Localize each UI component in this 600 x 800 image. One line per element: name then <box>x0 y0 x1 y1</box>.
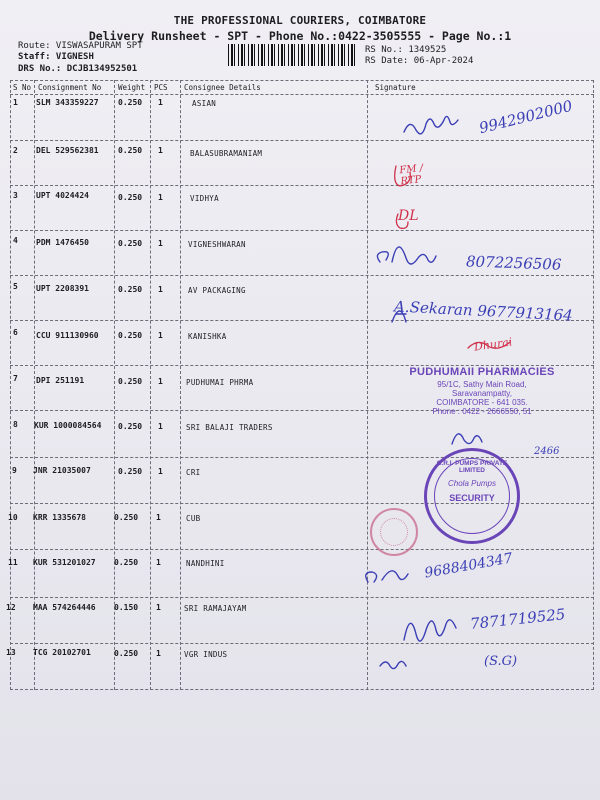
cri-security-text: SECURITY <box>449 493 495 503</box>
handwritten-phone-12: 7871719525 <box>469 605 567 633</box>
runsheet-subtitle: Delivery Runsheet - SPT - Phone No.:0422-3505555 - Page No.:1 <box>88 29 512 43</box>
runsheet-paper: THE PROFESSIONAL COURIERS, COIMBATORE Delivery Runsheet - SPT - Phone No.:0422-3505555 - Page No.:1 Route: VISWASAPURAM SPT Staff: VIGNESH DRS No.: DCJB134952501 RS No.: 1349525 RS Date: 06-Apr-2024 S No Consignment No Weight PCS Consignee Details Signature 1 SLM 343359227 0.250 1 ASIAN 2 DEL 529562381 0.250 1 BALASUBRAMANIAM 3 UPT 4024424 0.250 1 VIDHYA 4 PDM 1476450 0.250 1 VIGNESHWARAN 5 UPT 2208391 0.250 1 AV PACKAGING 6 CCU 911130960 0.250 1 KANISHKA 7 DPI 251191 0.250 1 PUDHUMAI PHRMA 8 KUR 1000084564 0.250 1 SRI BALAJI TRADERS 9 JNR 21035007 0.250 1 CRI 10 KRR 1335678 0.250 1 CUB 11 KUR 531201027 0.250 1 NANDHINI 12 MAA 574264446 0.150 1 SRI RAMAJAYAM 13 TCG 20102701 0.250 1 VGR INDUS 9942902000 FM / RTP DL 8072256506 A.Sekaran 9677913164 Dhurai 2466 9688404347 7871719525 (S.G) PUDHUMAII PHARMACIES 95/1C, Sathy Main Road, Saravanampatty, COIMBATORE - 641 035. Phone : 0422 - 2666550, 51 C.R.I. PUMPS PRIVATE LIMITED Chola Pumps SECURITY <box>0 0 600 800</box>
handwritten-note-13: (S.G) <box>484 654 518 669</box>
rs-number: RS No.: 1349525 <box>365 45 447 55</box>
handwritten-name-5: A.Sekaran 9677913164 <box>393 297 574 325</box>
col-pcs: PCS <box>154 83 168 92</box>
col-consignment: Consignment No <box>38 83 102 92</box>
pharmacy-name: PUDHUMAII PHARMACIES <box>409 366 555 378</box>
handwritten-phone-9: 2466 <box>534 446 560 457</box>
barcode-icon <box>228 44 358 66</box>
route-label: Route: VISWASAPURAM SPT <box>18 41 143 51</box>
handwritten-name-7: Dhurai <box>473 335 514 354</box>
cri-ring-text: C.R.I. PUMPS PRIVATE LIMITED <box>436 460 508 474</box>
company-title: THE PROFESSIONAL COURIERS, COIMBATORE <box>173 14 427 27</box>
runsheet-table <box>10 80 594 690</box>
pharmacy-phone: Phone : 0422 - 2666550, 51 <box>432 407 532 416</box>
pharmacy-address-1: 95/1C, Sathy Main Road, <box>437 380 527 389</box>
drs-number: DRS No.: DCJB134952501 <box>18 64 138 74</box>
handwritten-phone-1: 9942902000 <box>477 96 575 138</box>
col-weight: Weight <box>118 83 146 92</box>
handwritten-dl: DL <box>398 208 419 224</box>
col-signature: Signature <box>375 83 416 92</box>
handwritten-fm-rtp: FM / RTP <box>398 162 424 188</box>
pharmacy-address-3: COIMBATORE - 641 035. <box>436 398 528 407</box>
handwritten-phone-4: 8072256506 <box>465 252 562 274</box>
col-consignee: Consignee Details <box>184 83 261 92</box>
handwritten-phone-11: 9688404347 <box>423 550 514 582</box>
pharmacy-address-2: Saravanampatty, <box>452 389 512 398</box>
staff-label: Staff: VIGNESH <box>18 52 94 62</box>
col-sno: S No <box>13 83 32 92</box>
rs-date: RS Date: 06-Apr-2024 <box>365 56 474 66</box>
cri-inner-text: Chola Pumps <box>447 479 497 488</box>
